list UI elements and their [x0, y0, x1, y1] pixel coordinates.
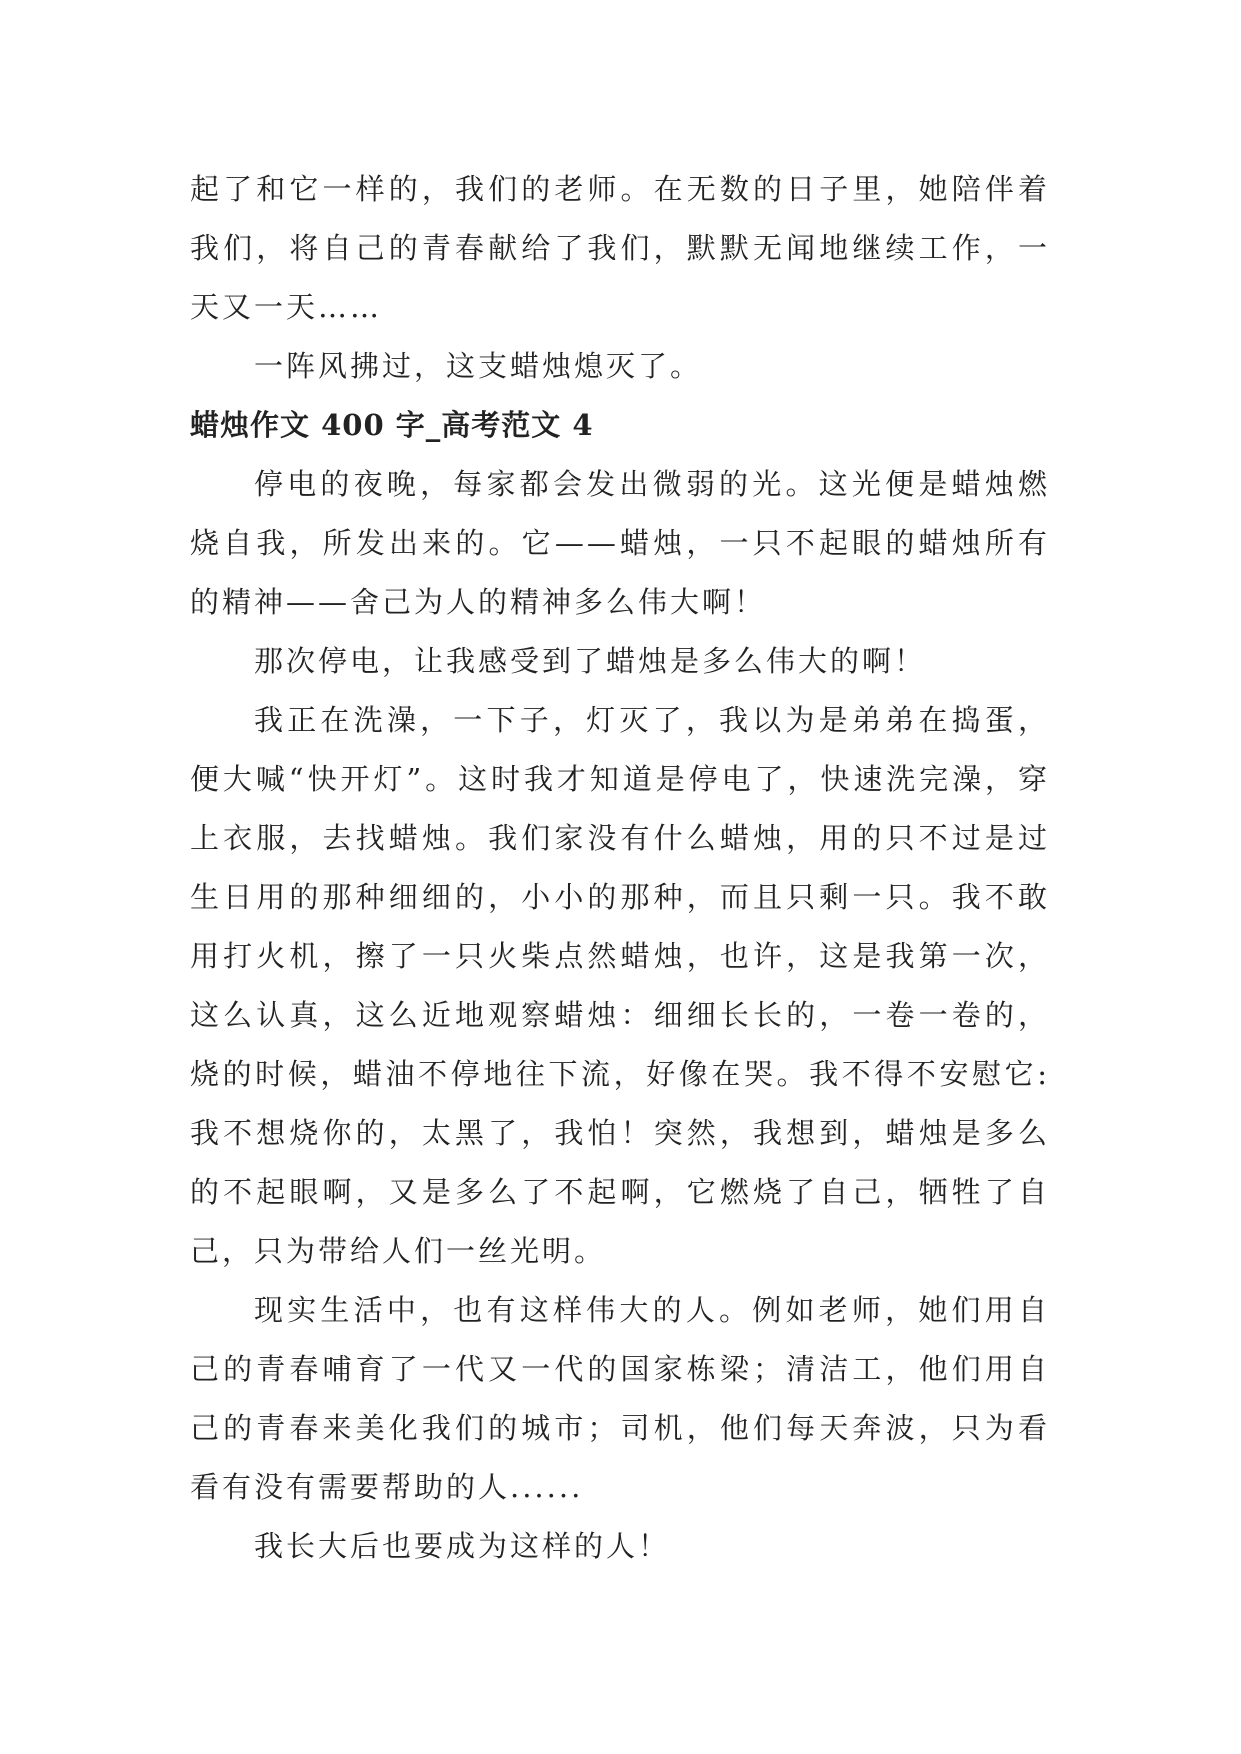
paragraph-3: 停电的夜晚，每家都会发出微弱的光。这光便是蜡烛燃烧自我，所发出来的。它——蜡烛，一只不起眼的蜡烛所有的精神——舍己为人的精神多么伟大啊！	[190, 467, 1050, 619]
paragraph-5: 我正在洗澡，一下子，灯灭了，我以为是弟弟在捣蛋，便大喊“快开灯”。这时我才知道是停电了，快速洗完澡，穿上衣服，去找蜡烛。我们家没有什么蜡烛，用的只不过是过生日用的那种细细的，小小的那种，而且只剩一只。我不敢用打火机，擦了一只火柴点然蜡烛，也许，这是我第一次，这么认真，这么近地观察蜡烛：细细长长的，一卷一卷的，烧的时候，蜡油不停地往下流，好像在哭。我不得不安慰它:我不想烧你的，太黑了，我怕！突然，我想到，蜡烛是多么的不起眼啊，又是多么了不起啊，它燃烧了自己，牺牲了自己，只为带给人们一丝光明。	[190, 703, 1050, 1268]
paragraph-4: 那次停电，让我感受到了蜡烛是多么伟大的啊！	[254, 644, 927, 678]
paragraph-1: 起了和它一样的，我们的老师。在无数的日子里，她陪伴着我们，将自己的青春献给了我们，默默无闻地继续工作，一天又一天……	[190, 172, 1050, 324]
paragraph-2: 一阵风拂过，这支蜡烛熄灭了。	[254, 349, 703, 383]
document-body	[190, 160, 1050, 1576]
paragraph-7: 我长大后也要成为这样的人！	[254, 1529, 671, 1563]
paragraph-6: 现实生活中，也有这样伟大的人。例如老师，她们用自己的青春哺育了一代又一代的国家栋梁；清洁工，他们用自己的青春来美化我们的城市；司机，他们每天奔波，只为看看有没有需要帮助的人......	[190, 1293, 1050, 1504]
section-heading: 蜡烛作文 400 字_高考范文 4	[190, 408, 594, 442]
